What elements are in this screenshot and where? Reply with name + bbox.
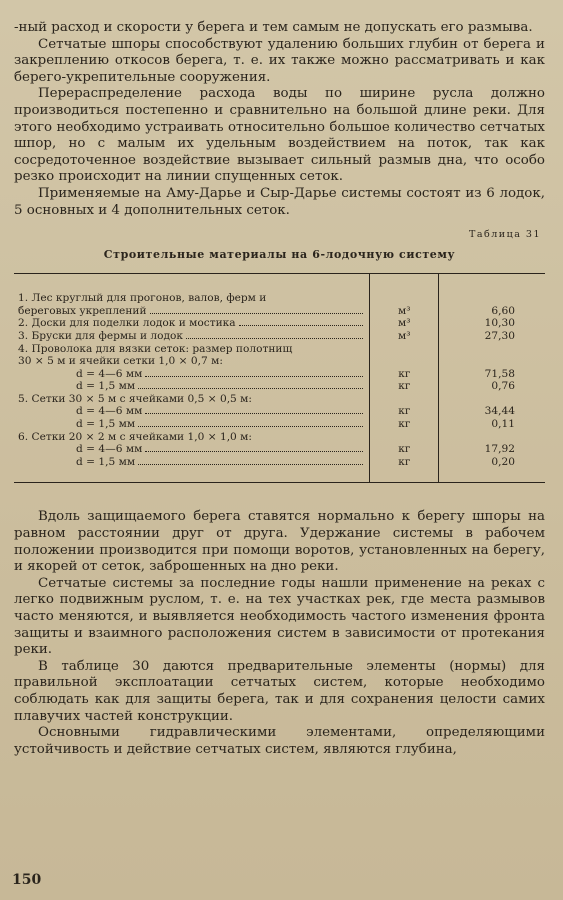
table-cell-item xyxy=(14,393,370,406)
table-row xyxy=(14,405,545,418)
table-cell-quantity: 10,30 xyxy=(484,317,515,330)
table-item-text: 6. Сетки 20 × 2 м с ячейками 1,0 × 1,0 м: xyxy=(18,430,252,443)
table-cell-item xyxy=(14,343,370,356)
table-cell-quantity: 0,11 xyxy=(491,418,515,431)
table-cell-quantity: 27,30 xyxy=(484,329,515,342)
table-cell-item xyxy=(14,355,370,368)
dot-leader xyxy=(145,451,363,452)
table-row xyxy=(14,355,545,368)
table-cell-unit xyxy=(370,343,439,356)
table-item-text: 1. Лес круглый для прогонов, валов, ферм и xyxy=(18,292,267,305)
paragraph: -ный расход и скорости у берега и тем самым не допускать его размыва. xyxy=(14,20,533,35)
table-item-text: d = 1,5 мм xyxy=(76,380,136,393)
table-title: Строительные материалы на 6-лодочную систему xyxy=(103,248,456,262)
paragraph: В таблице 30 даются предварительные элементы (нормы) для правильной эксплоатации сетчатых систем, которые необходимо соблюдать как для защиты берега, так и для сохранения целости самих плавучих частей конструкции. xyxy=(14,658,545,724)
table-row xyxy=(14,343,545,356)
table-item-text: 3. Бруски для фермы и лодок xyxy=(18,329,183,342)
paragraph: Применяемые на Аму-Дарье и Сыр-Дарье системы состоят из 6 лодок, 5 основных и 4 дополнительных сеток. xyxy=(14,185,545,218)
table-cell-quantity xyxy=(439,343,545,356)
table-cell-item xyxy=(14,305,370,318)
table-row xyxy=(14,418,545,431)
dot-leader xyxy=(138,426,363,427)
table-item-text: d = 4—6 мм xyxy=(76,443,143,456)
table-cell-unit xyxy=(370,393,439,406)
table-row xyxy=(14,317,545,330)
dot-leader xyxy=(239,325,364,326)
table-cell-unit: м³ xyxy=(370,330,439,343)
table-cell-unit: кг xyxy=(370,405,439,418)
dot-leader xyxy=(138,388,363,389)
table-item-text: береговых укреплений xyxy=(18,304,147,317)
table-item-text: d = 1,5 мм xyxy=(76,418,136,431)
table-cell-quantity: 0,76 xyxy=(491,380,515,393)
materials-table xyxy=(14,273,545,483)
table-cell-item xyxy=(14,330,370,343)
dot-leader xyxy=(150,313,364,314)
table-row xyxy=(14,368,545,381)
table-cell-unit: м³ xyxy=(370,305,439,318)
table-cell-quantity xyxy=(439,355,545,368)
table-cell-item xyxy=(14,418,370,431)
table-cell-item xyxy=(14,317,370,330)
table-cell-quantity: 71,58 xyxy=(484,367,515,380)
table-cell-unit xyxy=(370,355,439,368)
table-cell-item xyxy=(14,456,370,469)
table-cell-item xyxy=(14,443,370,456)
table-item-text: 30 × 5 м и ячейки сетки 1,0 × 0,7 м: xyxy=(18,355,223,368)
table-row xyxy=(14,305,545,318)
table-item-text: 2. Доски для поделки лодок и мостика xyxy=(18,317,236,330)
table-cell-item xyxy=(14,380,370,393)
table-cell-quantity: 17,92 xyxy=(484,443,515,456)
table-row xyxy=(14,393,545,406)
table-cell-unit: кг xyxy=(370,418,439,431)
paragraph: Сетчатые шпоры способствуют удалению больших глубин от берега и закреплению откосов берега, т. е. их также можно рассматривать и как берего-укрепительные сооружения. xyxy=(14,36,545,85)
table-cell-unit: кг xyxy=(370,380,439,393)
table-cell-unit: кг xyxy=(370,456,439,469)
table-cell-item xyxy=(14,292,370,305)
table-cell-quantity: 6,60 xyxy=(491,304,515,317)
table-item-text: d = 1,5 мм xyxy=(76,455,136,468)
table-cell-quantity xyxy=(439,393,545,406)
table-row xyxy=(14,292,545,305)
dot-leader xyxy=(138,464,363,465)
materials-table-body xyxy=(14,274,545,483)
table-cell-item xyxy=(14,368,370,381)
table-item-text: 4. Проволока для вязки сеток: размер полотнищ xyxy=(18,342,293,355)
table-spacer xyxy=(14,274,545,293)
table-row xyxy=(14,431,545,444)
table-cell-quantity xyxy=(439,431,545,444)
table-cell-quantity: 0,20 xyxy=(491,455,515,468)
page-number: 150 xyxy=(12,872,42,888)
table-row xyxy=(14,380,545,393)
table-spacer xyxy=(14,468,545,483)
paragraph: Перераспределение расхода воды по ширине русла должно производиться постепенно и сравнительно на большой длине реки. Для этого необходимо устраивать относительно большое количество сетчатых шпор, но с малым их удельным воздействием на поток, так как сосредоточенное воздействие вызывает сильный размыв дна, что особо резко происходит на линии спущенных сеток. xyxy=(14,86,545,185)
paragraph: Основными гидравлическими элементами, определяющими устойчивость и действие сетчатых систем, являются глубина, xyxy=(14,725,545,757)
table-row xyxy=(14,456,545,469)
table-cell-unit: кг xyxy=(370,368,439,381)
table-cell-unit: кг xyxy=(370,443,439,456)
table-row xyxy=(14,443,545,456)
table-item-text: 5. Сетки 30 × 5 м с ячейками 0,5 × 0,5 м: xyxy=(18,392,252,405)
table-row xyxy=(14,330,545,343)
dot-leader xyxy=(186,338,363,339)
paragraph: Вдоль защищаемого берега ставятся нормально к берегу шпоры на равном расстоянии друг от друга. Удержание системы в рабочем положении производится при помощи воротов, установленных на берегу, и якорей от сеток, заброшенных на дно реки. xyxy=(14,509,545,575)
table-cell-quantity: 34,44 xyxy=(484,405,515,418)
table-cell-unit xyxy=(370,431,439,444)
table-number: Таблица 31 xyxy=(469,229,541,241)
table-item-text: d = 4—6 мм xyxy=(76,367,143,380)
table-cell-item xyxy=(14,405,370,418)
paragraph: Сетчатые системы за последние годы нашли применение на реках с легко подвижным руслом, т. е. на тех участках рек, где места размывов часто меняются, и выявляется необходимость частого изменения фронта защиты и взаимного расположения систем в зависимости от протекания реки. xyxy=(14,575,545,658)
table-cell-quantity xyxy=(439,292,545,305)
table-cell-item xyxy=(14,431,370,444)
dot-leader xyxy=(145,376,363,377)
table-cell-unit: м³ xyxy=(370,317,439,330)
table-cell-unit xyxy=(370,292,439,305)
dot-leader xyxy=(145,413,363,414)
table-item-text: d = 4—6 мм xyxy=(76,405,143,418)
